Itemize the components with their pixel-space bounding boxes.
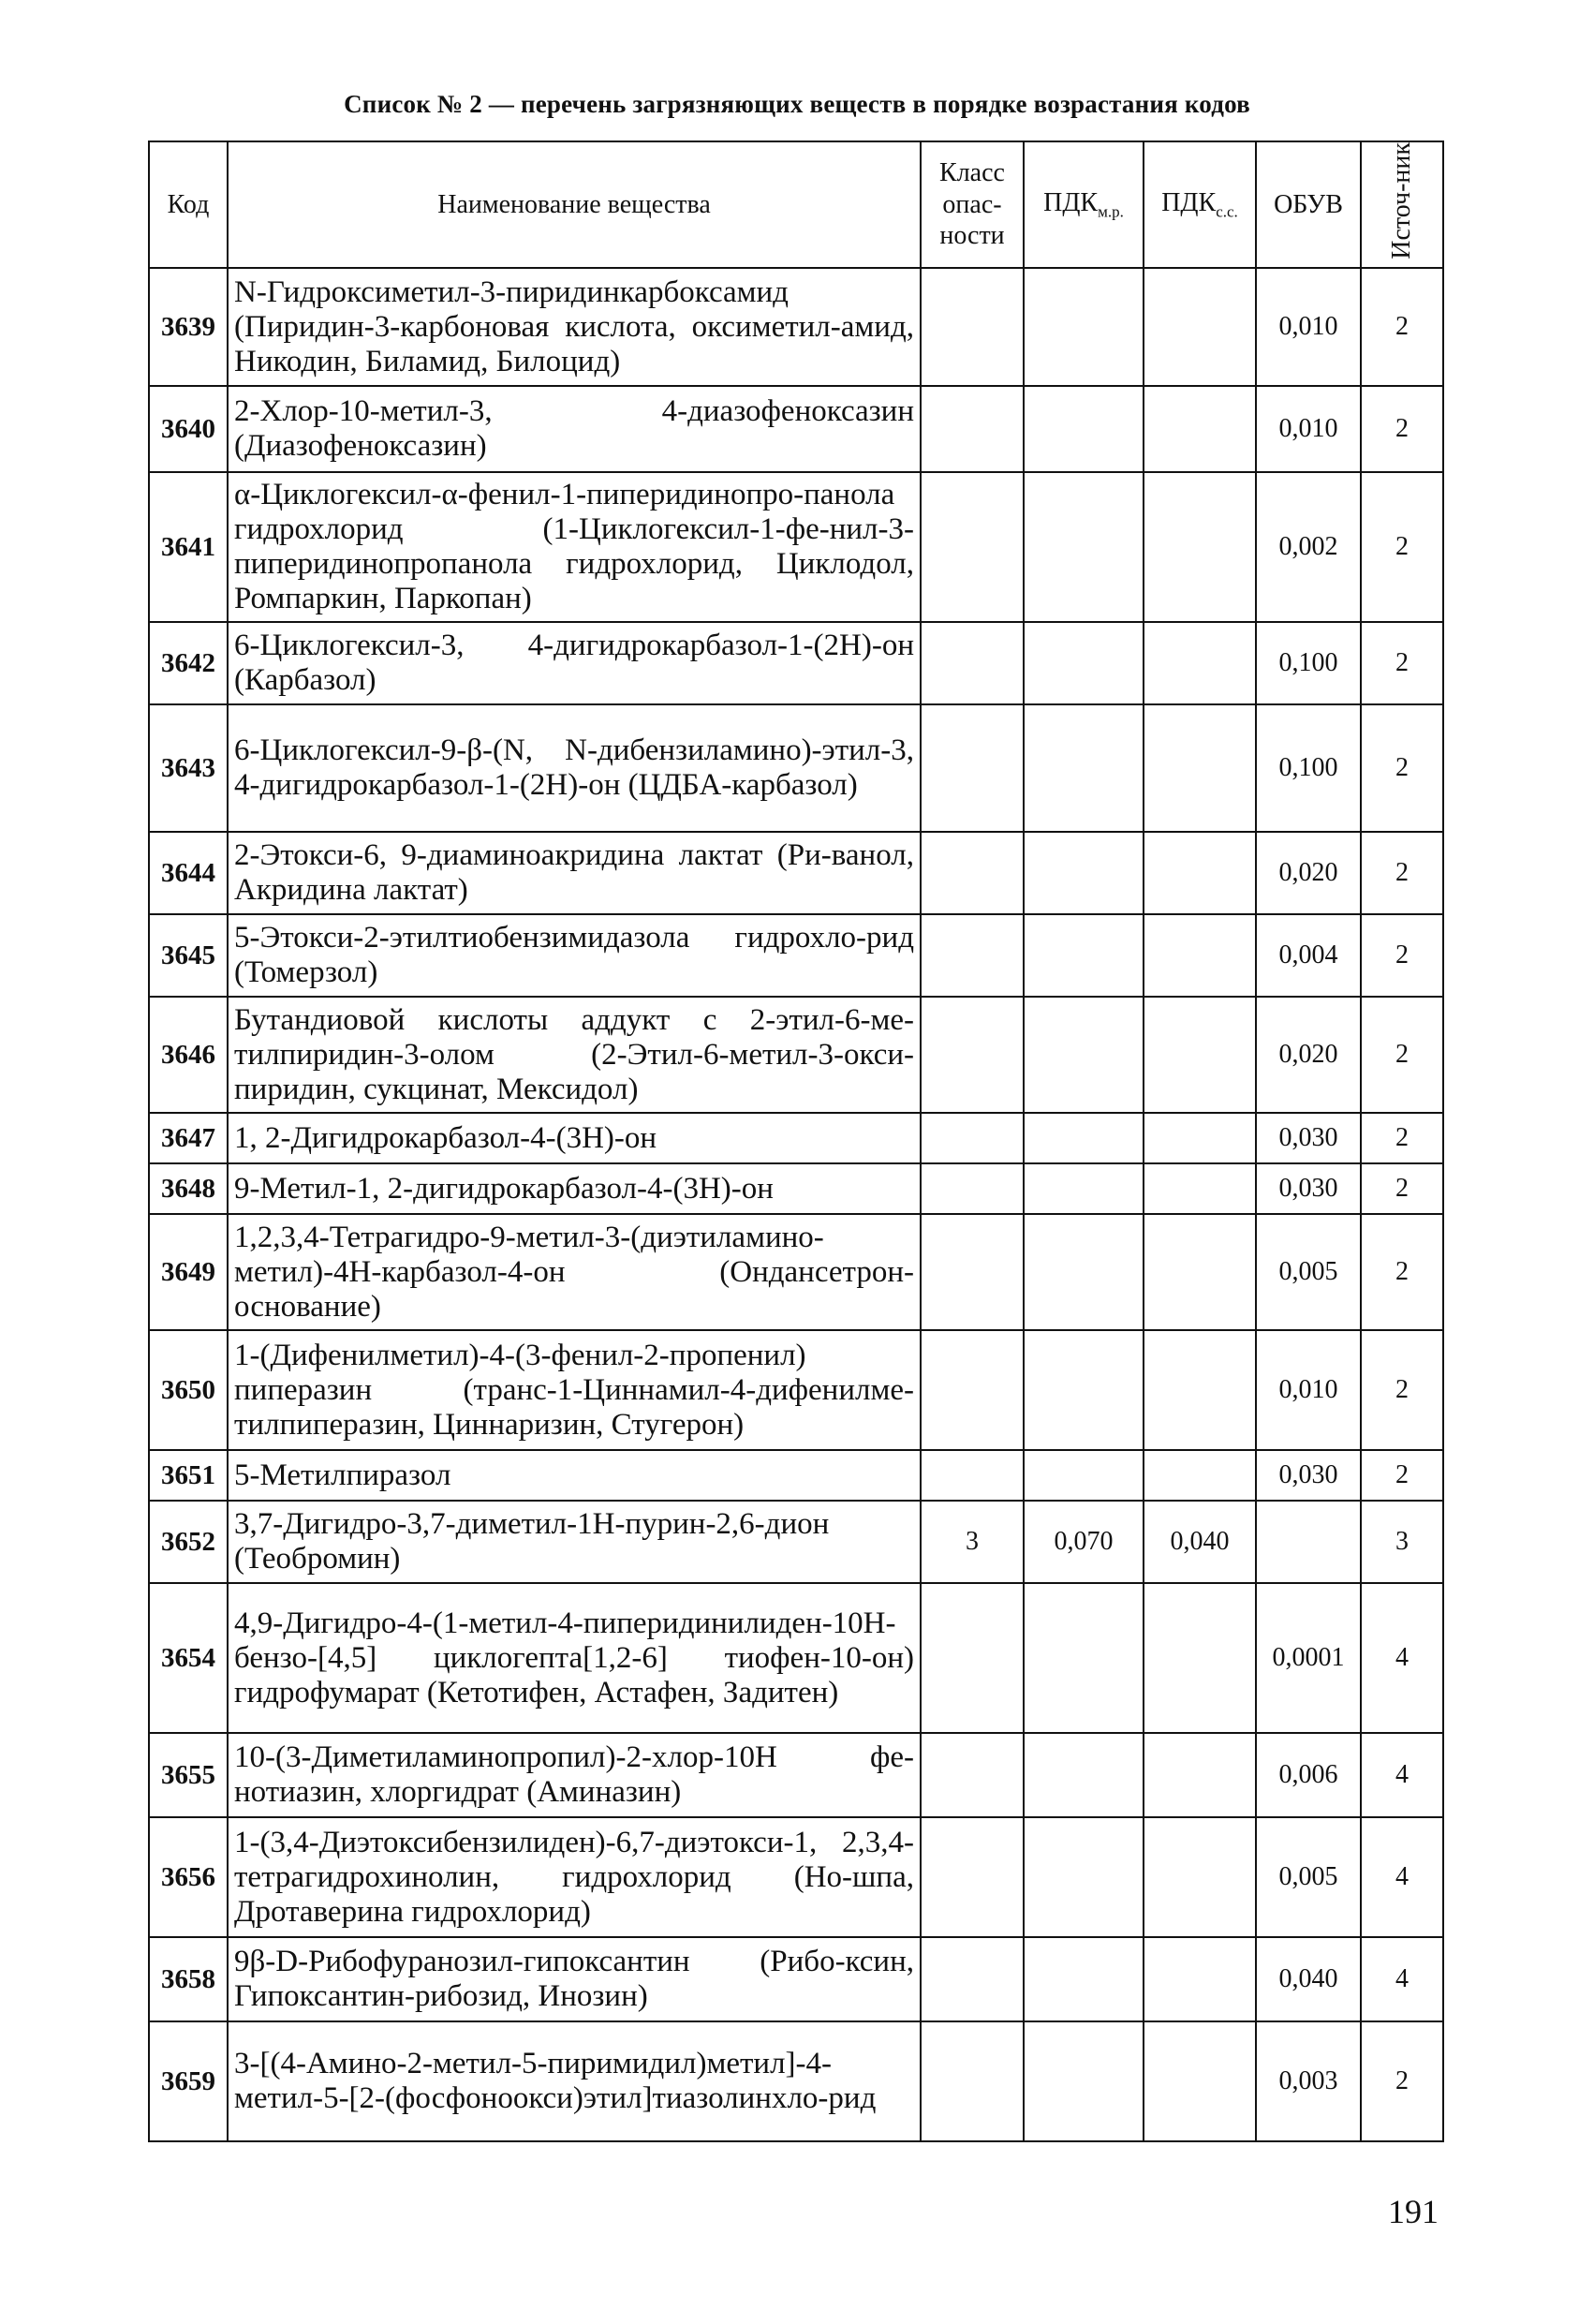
cell-source: 2 — [1361, 1330, 1443, 1450]
cell-hazard-class — [921, 2021, 1024, 2141]
cell-source: 4 — [1361, 1733, 1443, 1817]
cell-hazard-class — [921, 704, 1024, 832]
cell-source: 2 — [1361, 268, 1443, 386]
cell-pdk-mr — [1024, 622, 1144, 704]
cell-pdk-mr — [1024, 997, 1144, 1113]
cell-pdk-ss — [1144, 472, 1256, 622]
cell-pdk-mr — [1024, 914, 1144, 997]
table-row — [149, 1501, 1443, 1583]
cell-code: 3642 — [149, 622, 228, 704]
header-pdk-ss-sub: с.с. — [1216, 202, 1238, 221]
cell-source: 3 — [1361, 1501, 1443, 1583]
cell-pdk-ss: 0,040 — [1144, 1501, 1256, 1583]
cell-name: 1, 2-Дигидрокарбазол-4-(3Н)-он — [228, 1113, 921, 1163]
cell-obuv: 0,003 — [1256, 2021, 1361, 2141]
header-code: Код — [149, 141, 228, 268]
cell-hazard-class — [921, 1817, 1024, 1937]
cell-hazard-class: 3 — [921, 1501, 1024, 1583]
cell-code: 3650 — [149, 1330, 228, 1450]
cell-name: 1-(3,4-Диэтоксибензилиден)-6,7-диэтокси-1, 2,3,4-тетрагидрохинолин, гидрохлорид (Но-шпа, Дротаверина гидрохлорид) — [228, 1817, 921, 1937]
table-row — [149, 1330, 1443, 1450]
cell-pdk-ss — [1144, 1214, 1256, 1330]
cell-source: 2 — [1361, 1113, 1443, 1163]
cell-hazard-class — [921, 1733, 1024, 1817]
cell-obuv: 0,005 — [1256, 1817, 1361, 1937]
cell-pdk-mr — [1024, 268, 1144, 386]
cell-pdk-ss — [1144, 1583, 1256, 1733]
cell-source: 2 — [1361, 1214, 1443, 1330]
cell-name: 5-Метилпиразол — [228, 1450, 921, 1501]
cell-name: 3-[(4-Амино-2-метил-5-пиримидил)метил]-4-метил-5-[2-(фосфоноокси)этил]тиазолинхло-рид — [228, 2021, 921, 2141]
cell-obuv: 0,0001 — [1256, 1583, 1361, 1733]
cell-hazard-class — [921, 997, 1024, 1113]
table-row — [149, 1214, 1443, 1330]
cell-code: 3659 — [149, 2021, 228, 2141]
cell-name: 6-Циклогексил-9-β-(N, N-дибензиламино)-этил-3, 4-дигидрокарбазол-1-(2Н)-он (ЦДБА-карбазол) — [228, 704, 921, 832]
cell-pdk-ss — [1144, 1817, 1256, 1937]
cell-pdk-ss — [1144, 1733, 1256, 1817]
cell-hazard-class — [921, 1214, 1024, 1330]
cell-obuv: 0,004 — [1256, 914, 1361, 997]
cell-code: 3641 — [149, 472, 228, 622]
cell-pdk-ss — [1144, 1450, 1256, 1501]
cell-obuv: 0,030 — [1256, 1113, 1361, 1163]
cell-source: 4 — [1361, 1817, 1443, 1937]
table-row — [149, 832, 1443, 914]
header-pdk-mr-sub: м.р. — [1098, 202, 1124, 221]
cell-code: 3645 — [149, 914, 228, 997]
cell-name: 3,7-Дигидро-3,7-диметил-1Н-пурин-2,6-дион (Теобромин) — [228, 1501, 921, 1583]
table-row — [149, 2021, 1443, 2141]
cell-hazard-class — [921, 268, 1024, 386]
page-title: Список № 2 — перечень загрязняющих веществ в порядке возрастания кодов — [344, 90, 1250, 118]
cell-pdk-mr — [1024, 2021, 1144, 2141]
cell-code: 3648 — [149, 1163, 228, 1214]
cell-obuv — [1256, 1501, 1361, 1583]
cell-code: 3644 — [149, 832, 228, 914]
cell-hazard-class — [921, 914, 1024, 997]
cell-name: α-Циклогексил-α-фенил-1-пиперидинопро-панола гидрохлорид (1-Циклогексил-1-фе-нил-3-пиперидинопропанола гидрохлорид, Циклодол, Ромпаркин, Паркопан) — [228, 472, 921, 622]
cell-pdk-ss — [1144, 832, 1256, 914]
cell-obuv: 0,010 — [1256, 386, 1361, 472]
cell-code: 3639 — [149, 268, 228, 386]
cell-pdk-ss — [1144, 704, 1256, 832]
header-pdk-mr-label: ПДК — [1043, 188, 1099, 218]
cell-code: 3643 — [149, 704, 228, 832]
cell-name: 2-Этокси-6, 9-диаминоакридина лактат (Ри-ванол, Акридина лактат) — [228, 832, 921, 914]
cell-name: 10-(3-Диметиламинопропил)-2-хлор-10Н фе-нотиазин, хлоргидрат (Аминазин) — [228, 1733, 921, 1817]
table-row — [149, 1583, 1443, 1733]
cell-source: 4 — [1361, 1583, 1443, 1733]
cell-obuv: 0,010 — [1256, 268, 1361, 386]
cell-obuv: 0,030 — [1256, 1450, 1361, 1501]
cell-obuv: 0,005 — [1256, 1214, 1361, 1330]
cell-pdk-mr — [1024, 1214, 1144, 1330]
cell-source: 2 — [1361, 2021, 1443, 2141]
cell-pdk-mr — [1024, 1113, 1144, 1163]
cell-pdk-ss — [1144, 914, 1256, 997]
header-pdk-ss-label: ПДК — [1161, 188, 1217, 218]
cell-pdk-mr — [1024, 1450, 1144, 1501]
cell-pdk-ss — [1144, 997, 1256, 1113]
cell-code: 3649 — [149, 1214, 228, 1330]
cell-code: 3646 — [149, 997, 228, 1113]
cell-pdk-ss — [1144, 2021, 1256, 2141]
cell-pdk-ss — [1144, 1163, 1256, 1214]
header-pdk-ss — [1144, 141, 1256, 268]
cell-hazard-class — [921, 1583, 1024, 1733]
table-header-row — [149, 141, 1443, 268]
table-row — [149, 1163, 1443, 1214]
cell-obuv: 0,030 — [1256, 1163, 1361, 1214]
cell-name: 1,2,3,4-Тетрагидро-9-метил-3-(диэтиламино-метил)-4Н-карбазол-4-он (Ондансетрон-основание) — [228, 1214, 921, 1330]
cell-pdk-mr — [1024, 1583, 1144, 1733]
cell-source: 2 — [1361, 1450, 1443, 1501]
table-row — [149, 1450, 1443, 1501]
cell-hazard-class — [921, 1937, 1024, 2021]
cell-pdk-mr — [1024, 704, 1144, 832]
cell-name: Бутандиовой кислоты аддукт с 2-этил-6-ме-тилпиридин-3-олом (2-Этил-6-метил-3-окси-пиридин, сукцинат, Мексидол) — [228, 997, 921, 1113]
cell-name: 1-(Дифенилметил)-4-(3-фенил-2-пропенил) пиперазин (транс-1-Циннамил-4-дифенилме-тилпиперазин, Циннаризин, Стугерон) — [228, 1330, 921, 1450]
page-number: 191 — [1388, 2193, 1439, 2230]
table-row — [149, 704, 1443, 832]
cell-source: 2 — [1361, 997, 1443, 1113]
cell-obuv: 0,020 — [1256, 997, 1361, 1113]
cell-obuv: 0,100 — [1256, 704, 1361, 832]
cell-code: 3654 — [149, 1583, 228, 1733]
cell-hazard-class — [921, 622, 1024, 704]
table-row — [149, 914, 1443, 997]
cell-name: 9-Метил-1, 2-дигидрокарбазол-4-(3Н)-он — [228, 1163, 921, 1214]
table-row — [149, 1733, 1443, 1817]
cell-hazard-class — [921, 386, 1024, 472]
cell-pdk-ss — [1144, 1330, 1256, 1450]
cell-pdk-ss — [1144, 1113, 1256, 1163]
table-row — [149, 997, 1443, 1113]
cell-pdk-mr — [1024, 1733, 1144, 1817]
cell-hazard-class — [921, 1330, 1024, 1450]
table-row — [149, 1817, 1443, 1937]
table-row — [149, 622, 1443, 704]
cell-pdk-ss — [1144, 386, 1256, 472]
header-pdk-mr — [1024, 141, 1144, 268]
cell-obuv: 0,040 — [1256, 1937, 1361, 2021]
header-hazard-class: Класс опас-ности — [921, 141, 1024, 268]
cell-pdk-mr — [1024, 1330, 1144, 1450]
cell-pdk-mr — [1024, 472, 1144, 622]
cell-pdk-mr — [1024, 1817, 1144, 1937]
header-source-label: Источ-ник — [1386, 142, 1416, 259]
header-source — [1361, 141, 1443, 268]
cell-hazard-class — [921, 1450, 1024, 1501]
cell-name: 5-Этокси-2-этилтиобензимидазола гидрохло-рид (Томерзол) — [228, 914, 921, 997]
cell-obuv: 0,006 — [1256, 1733, 1361, 1817]
cell-pdk-mr: 0,070 — [1024, 1501, 1144, 1583]
cell-code: 3640 — [149, 386, 228, 472]
cell-pdk-ss — [1144, 268, 1256, 386]
cell-pdk-mr — [1024, 386, 1144, 472]
cell-obuv: 0,002 — [1256, 472, 1361, 622]
cell-name: 6-Циклогексил-3, 4-дигидрокарбазол-1-(2Н)-он (Карбазол) — [228, 622, 921, 704]
cell-obuv: 0,100 — [1256, 622, 1361, 704]
cell-code: 3658 — [149, 1937, 228, 2021]
cell-source: 2 — [1361, 386, 1443, 472]
cell-hazard-class — [921, 1163, 1024, 1214]
cell-source: 2 — [1361, 472, 1443, 622]
cell-name: 2-Хлор-10-метил-3, 4-диазофеноксазин (Диазофеноксазин) — [228, 386, 921, 472]
cell-code: 3655 — [149, 1733, 228, 1817]
cell-source: 4 — [1361, 1937, 1443, 2021]
table-row — [149, 1113, 1443, 1163]
cell-hazard-class — [921, 832, 1024, 914]
table-row — [149, 386, 1443, 472]
cell-source: 2 — [1361, 622, 1443, 704]
cell-hazard-class — [921, 472, 1024, 622]
cell-source: 2 — [1361, 1163, 1443, 1214]
cell-hazard-class — [921, 1113, 1024, 1163]
substances-table — [148, 141, 1444, 2142]
cell-code: 3656 — [149, 1817, 228, 1937]
header-obuv: ОБУВ — [1256, 141, 1361, 268]
cell-pdk-mr — [1024, 1937, 1144, 2021]
cell-source: 2 — [1361, 704, 1443, 832]
table-row — [149, 268, 1443, 386]
cell-code: 3651 — [149, 1450, 228, 1501]
cell-code: 3647 — [149, 1113, 228, 1163]
cell-obuv: 0,020 — [1256, 832, 1361, 914]
table-row — [149, 472, 1443, 622]
cell-pdk-ss — [1144, 622, 1256, 704]
cell-name: 4,9-Дигидро-4-(1-метил-4-пиперидинилиден-10Н-бензо-[4,5] циклогепта[1,2-6] тиофен-10-он) гидрофумарат (Кетотифен, Астафен, Задитен) — [228, 1583, 921, 1733]
table-row — [149, 1937, 1443, 2021]
cell-pdk-mr — [1024, 1163, 1144, 1214]
cell-obuv: 0,010 — [1256, 1330, 1361, 1450]
cell-name: N-Гидроксиметил-3-пиридинкарбоксамид (Пиридин-3-карбоновая кислота, оксиметил-амид, Никодин, Биламид, Билоцид) — [228, 268, 921, 386]
cell-pdk-ss — [1144, 1937, 1256, 2021]
cell-source: 2 — [1361, 832, 1443, 914]
cell-pdk-mr — [1024, 832, 1144, 914]
cell-name: 9β-D-Рибофуранозил-гипоксантин (Рибо-ксин, Гипоксантин-рибозид, Инозин) — [228, 1937, 921, 2021]
header-name: Наименование вещества — [228, 141, 921, 268]
cell-code: 3652 — [149, 1501, 228, 1583]
cell-source: 2 — [1361, 914, 1443, 997]
